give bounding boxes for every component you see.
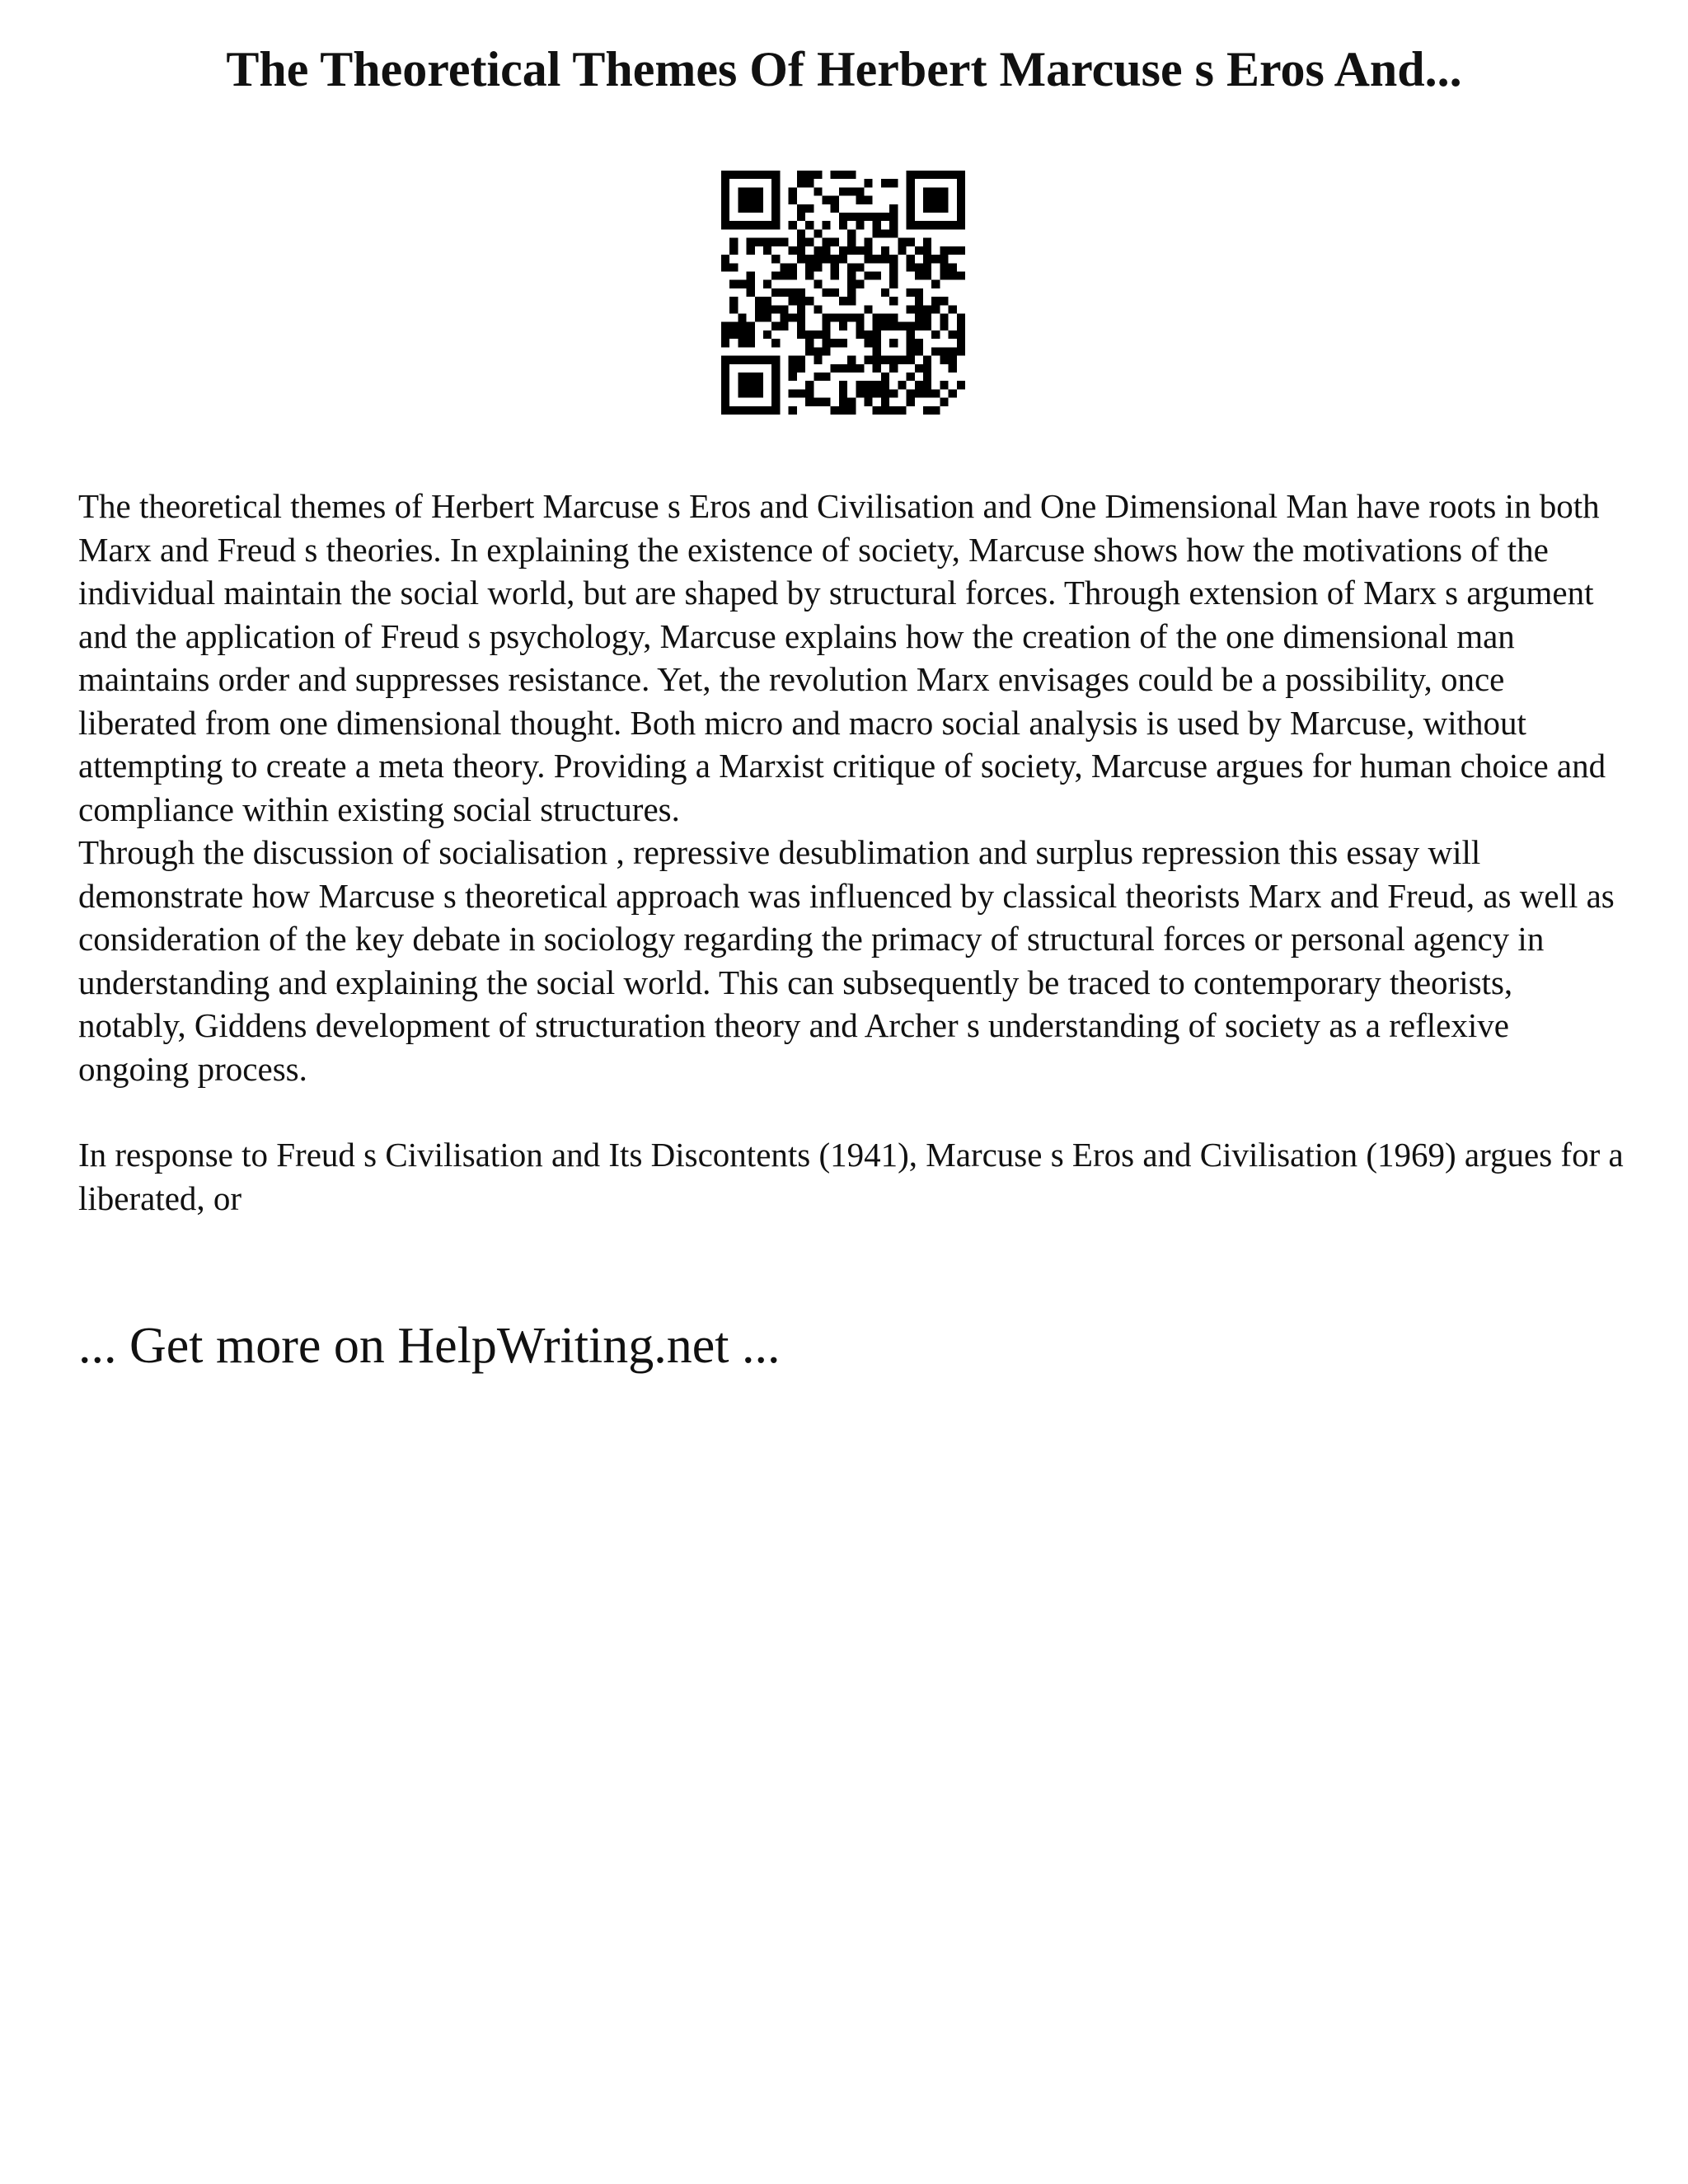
qr-code-icon[interactable] <box>721 171 965 415</box>
document-title: The Theoretical Themes Of Herbert Marcuse s Eros And... <box>226 42 1462 96</box>
document-body <box>78 485 1628 1220</box>
paragraph-response: In response to Freud s Civilisation and Its Discontents (1941), Marcuse s Eros and Civilisation (1969) argues for a liberated, or <box>78 1136 1624 1217</box>
paragraph-intro: The theoretical themes of Herbert Marcuse s Eros and Civilisation and One Dimensional Man have roots in both Marx and Freud s theories. In explaining the existence of society, Marcuse shows how the motivations of the individual maintain the social world, but are shaped by structural forces. Through extension of Marx s argument and the application of Freud s psychology, Marcuse explains how the creation of the one dimensional man maintains order and suppresses resistance. Yet, the revolution Marx envisages could be a possibility, once liberated from one dimensional thought. Both micro and macro social analysis is used by Marcuse, without attempting to create a meta theory. Providing a Marxist critique of society, Marcuse argues for human choice and compliance within existing social structures. <box>78 487 1606 828</box>
paragraph-discussion: Through the discussion of socialisation , repressive desublimation and surplus repression this essay will demonstrate how Marcuse s theoretical approach was influenced by classical theorists Marx and Freud, as well as consideration of the key debate in sociology regarding the primacy of structural forces or personal agency in understanding and explaining the social world. This can subsequently be traced to contemporary theorists, notably, Giddens development of structuration theory and Archer s understanding of society as a reflexive ongoing process. <box>78 833 1615 1088</box>
get-more-link[interactable]: ... Get more on HelpWriting.net ... <box>78 1318 781 1374</box>
